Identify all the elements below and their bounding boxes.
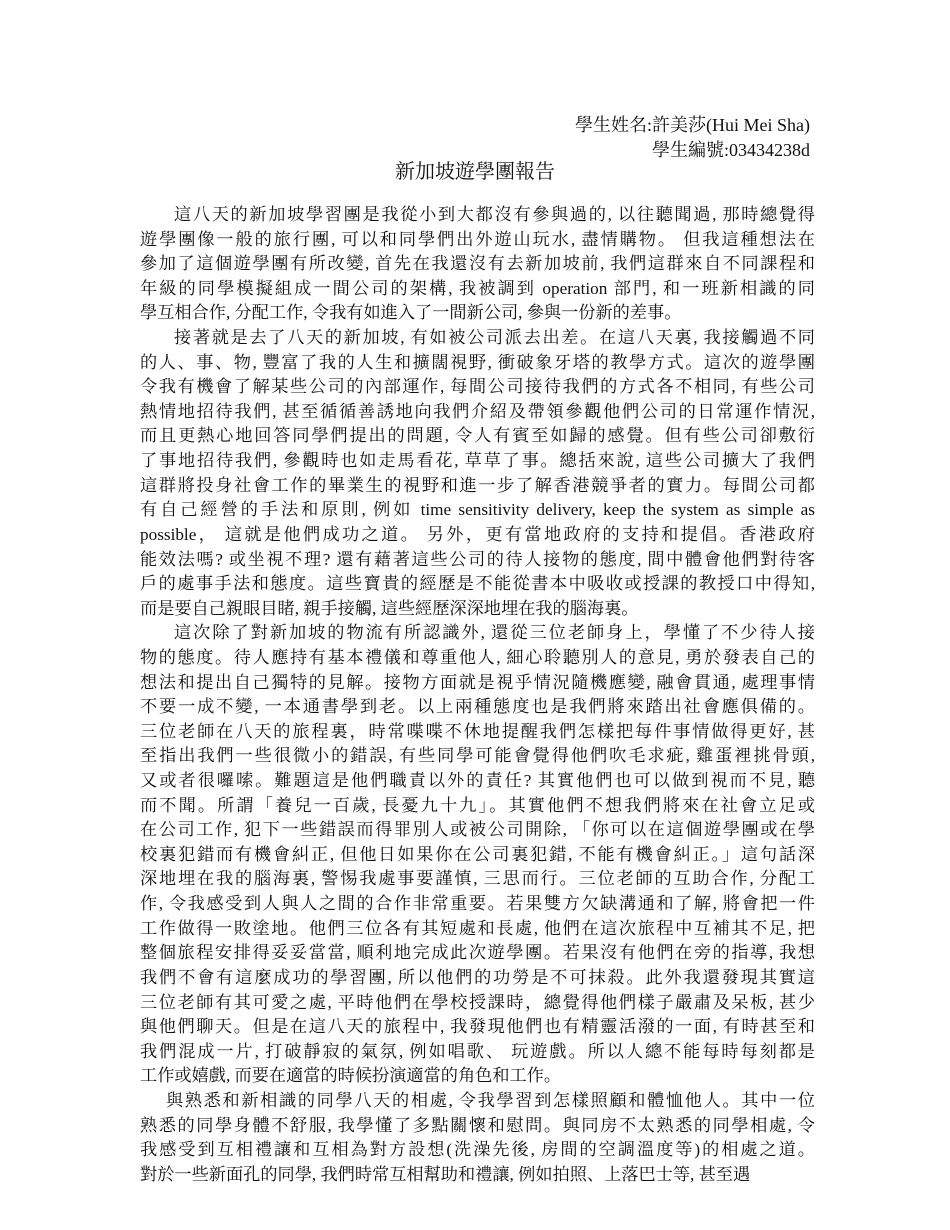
text-line: 了事地招待我們, 參觀時也如走馬看花, 草草了事。總括來說, 這些公司擴大了我們	[140, 451, 815, 471]
text-line: 而不聞。所謂「養兒一百歲, 長憂九十九」。其實他們不想我們將來在社會立足或	[140, 795, 815, 815]
text-line: 三位老師在八天的旅程裏，時常喋喋不休地提醒我們怎樣把每件事情做得更好, 甚	[140, 721, 815, 741]
text-line: possible， 這就是他們成功之道。 另外，更有當地政府的支持和提倡。香港政府	[140, 524, 815, 544]
report-body	[140, 203, 815, 1187]
text-line: 參加了這個遊學團有所改變, 首先在我還沒有去新加坡前, 我們這群來自不同課程和	[140, 254, 815, 274]
text-line: 這次除了對新加坡的物流有所認識外, 還從三位老師身上，學懂了不少待人接	[174, 623, 815, 643]
text-line: 不要一成不變, 一本通書學到老。以上兩種態度也是我們將來踏出社會應俱備的。	[140, 697, 815, 717]
text-line: 至指出我們一些很微小的錯誤, 有些同學可能會覺得他們吹毛求疵, 雞蛋裡挑骨頭,	[140, 746, 815, 766]
text-line: 我感受到互相禮讓和互相為對方設想(洗澡先後, 房間的空調溫度等)的相處之道。	[140, 1140, 815, 1160]
text-line: 年級的同學模擬組成一間公司的架構, 我被調到 operation 部門, 和一班新相識的同	[140, 278, 815, 298]
text-line: 我們混成一片, 打破靜寂的氣氛, 例如唱歌、 玩遊戲。所以人總不能每時每刻都是	[140, 1041, 815, 1061]
text-line: 這八天的新加坡學習團是我從小到大都沒有參與過的, 以往聽聞過, 那時總覺得	[174, 205, 815, 224]
text-line: 接著就是去了八天的新加坡, 有如被公司派去出差。在這八天裏, 我接觸過不同	[174, 328, 815, 348]
text-line: 工作做得一敗塗地。他們三位各有其短處和長處, 他們在這次旅程中互補其不足, 把	[140, 918, 815, 938]
text-line: 有自己經營的手法和原則, 例如 time sensitivity delivery, keep the system as simple as	[140, 500, 815, 520]
text-line: 而且更熱心地回答同學們提出的問題, 令人有賓至如歸的感覺。但有些公司卻敷衍	[140, 426, 815, 446]
text-line: 學互相合作, 分配工作, 令我有如進入了一間新公司, 參與一份新的差事。	[140, 303, 682, 323]
paragraph	[140, 203, 815, 326]
student-name: 學生姓名:許美莎(Hui Mei Sha)	[575, 115, 810, 135]
text-line: 我們不會有這麼成功的學習團, 所以他們的功勞是不可抹殺。此外我還發現其實這	[140, 967, 815, 987]
text-line: 的人、事、物, 豐富了我的人生和擴闊視野, 衝破象牙塔的教學方式。這次的遊學團	[140, 352, 815, 372]
paragraph	[140, 326, 815, 621]
text-line: 在公司工作, 犯下一些錯誤而得罪別人或被公司開除, 「你可以在這個遊學團或在學	[140, 820, 815, 840]
text-line: 遊學團像一般的旅行團, 可以和同學們出外遊山玩水, 盡情購物。 但我這種想法在	[140, 229, 815, 249]
text-line: 熱情地招待我們, 甚至循循善誘地向我們介紹及帶領參觀他們公司的日常運作情況,	[140, 401, 815, 421]
text-line: 整個旅程安排得妥妥當當, 順利地完成此次遊學團。若果沒有他們在旁的指導, 我想	[140, 943, 815, 963]
text-line: 校裏犯錯而有機會糾正, 但他日如果你在公司裏犯錯, 不能有機會糾正。」這句話深	[140, 844, 815, 864]
text-line: 深地埋在我的腦海裏, 警惕我處事要謹慎, 三思而行。三位老師的互助合作, 分配工	[140, 869, 815, 889]
text-line: 與他們聊天。但是在這八天的旅程中, 我發現他們也有精靈活潑的一面, 有時甚至和	[140, 1017, 815, 1037]
text-line: 三位老師有其可愛之處, 平時他們在學校授課時，總覺得他們樣子嚴肅及呆板, 甚少	[140, 992, 815, 1012]
text-line: 令我有機會了解某些公司的內部運作, 每間公司接待我們的方式各不相同, 有些公司	[140, 377, 815, 397]
student-id: 學生編號:03434238d	[651, 140, 810, 160]
text-line: 這群將投身社會工作的畢業生的視野和進一步了解香港競爭者的實力。每間公司都	[140, 475, 815, 495]
paragraph	[140, 621, 815, 1089]
report-title: 新加坡遊學團報告	[395, 161, 555, 183]
text-line: 工作或嬉戲, 而要在適當的時候扮演適當的角色和工作。	[140, 1066, 562, 1086]
text-line: 物的態度。待人應持有基本禮儀和尊重他人, 細心聆聽別人的意見, 勇於發表自己的	[140, 647, 815, 667]
text-line: 戶的處事手法和態度。這些寶貴的經歷是不能從書本中吸收或授課的教授口中得知,	[140, 574, 815, 594]
text-line: 想法和提出自己獨特的見解。接物方面就是視乎情況隨機應變, 融會貫通, 處理事情	[140, 672, 815, 692]
paragraph	[140, 1089, 815, 1187]
text-line: 熟悉的同學身體不舒服, 我學懂了多點關懷和慰問。與同房不太熟悉的同學相處, 令	[140, 1115, 815, 1135]
text-line: 能效法嗎? 或坐視不理? 還有藉著這些公司的待人接物的態度, 間中體會他們對待客	[140, 549, 815, 569]
text-line: 而是要自己親眼目睹, 親手接觸, 這些經歷深深地埋在我的腦海裏。	[140, 598, 639, 618]
text-line: 又或者很囉嗦。難題這是他們職責以外的責任? 其實他們也可以做到視而不見, 聽	[140, 771, 815, 791]
text-line: 與熟悉和新相識的同學八天的相處, 令我學習到怎樣照顧和體恤他人。其中一位	[166, 1090, 815, 1110]
text-line: 作, 令我感受到人與人之間的合作非常重要。若果雙方欠缺溝通和了解, 將會把一件	[140, 894, 815, 914]
text-line: 對於一些新面孔的同學, 我們時常互相幫助和禮讓, 例如拍照、上落巴士等, 甚至遇	[140, 1164, 751, 1184]
